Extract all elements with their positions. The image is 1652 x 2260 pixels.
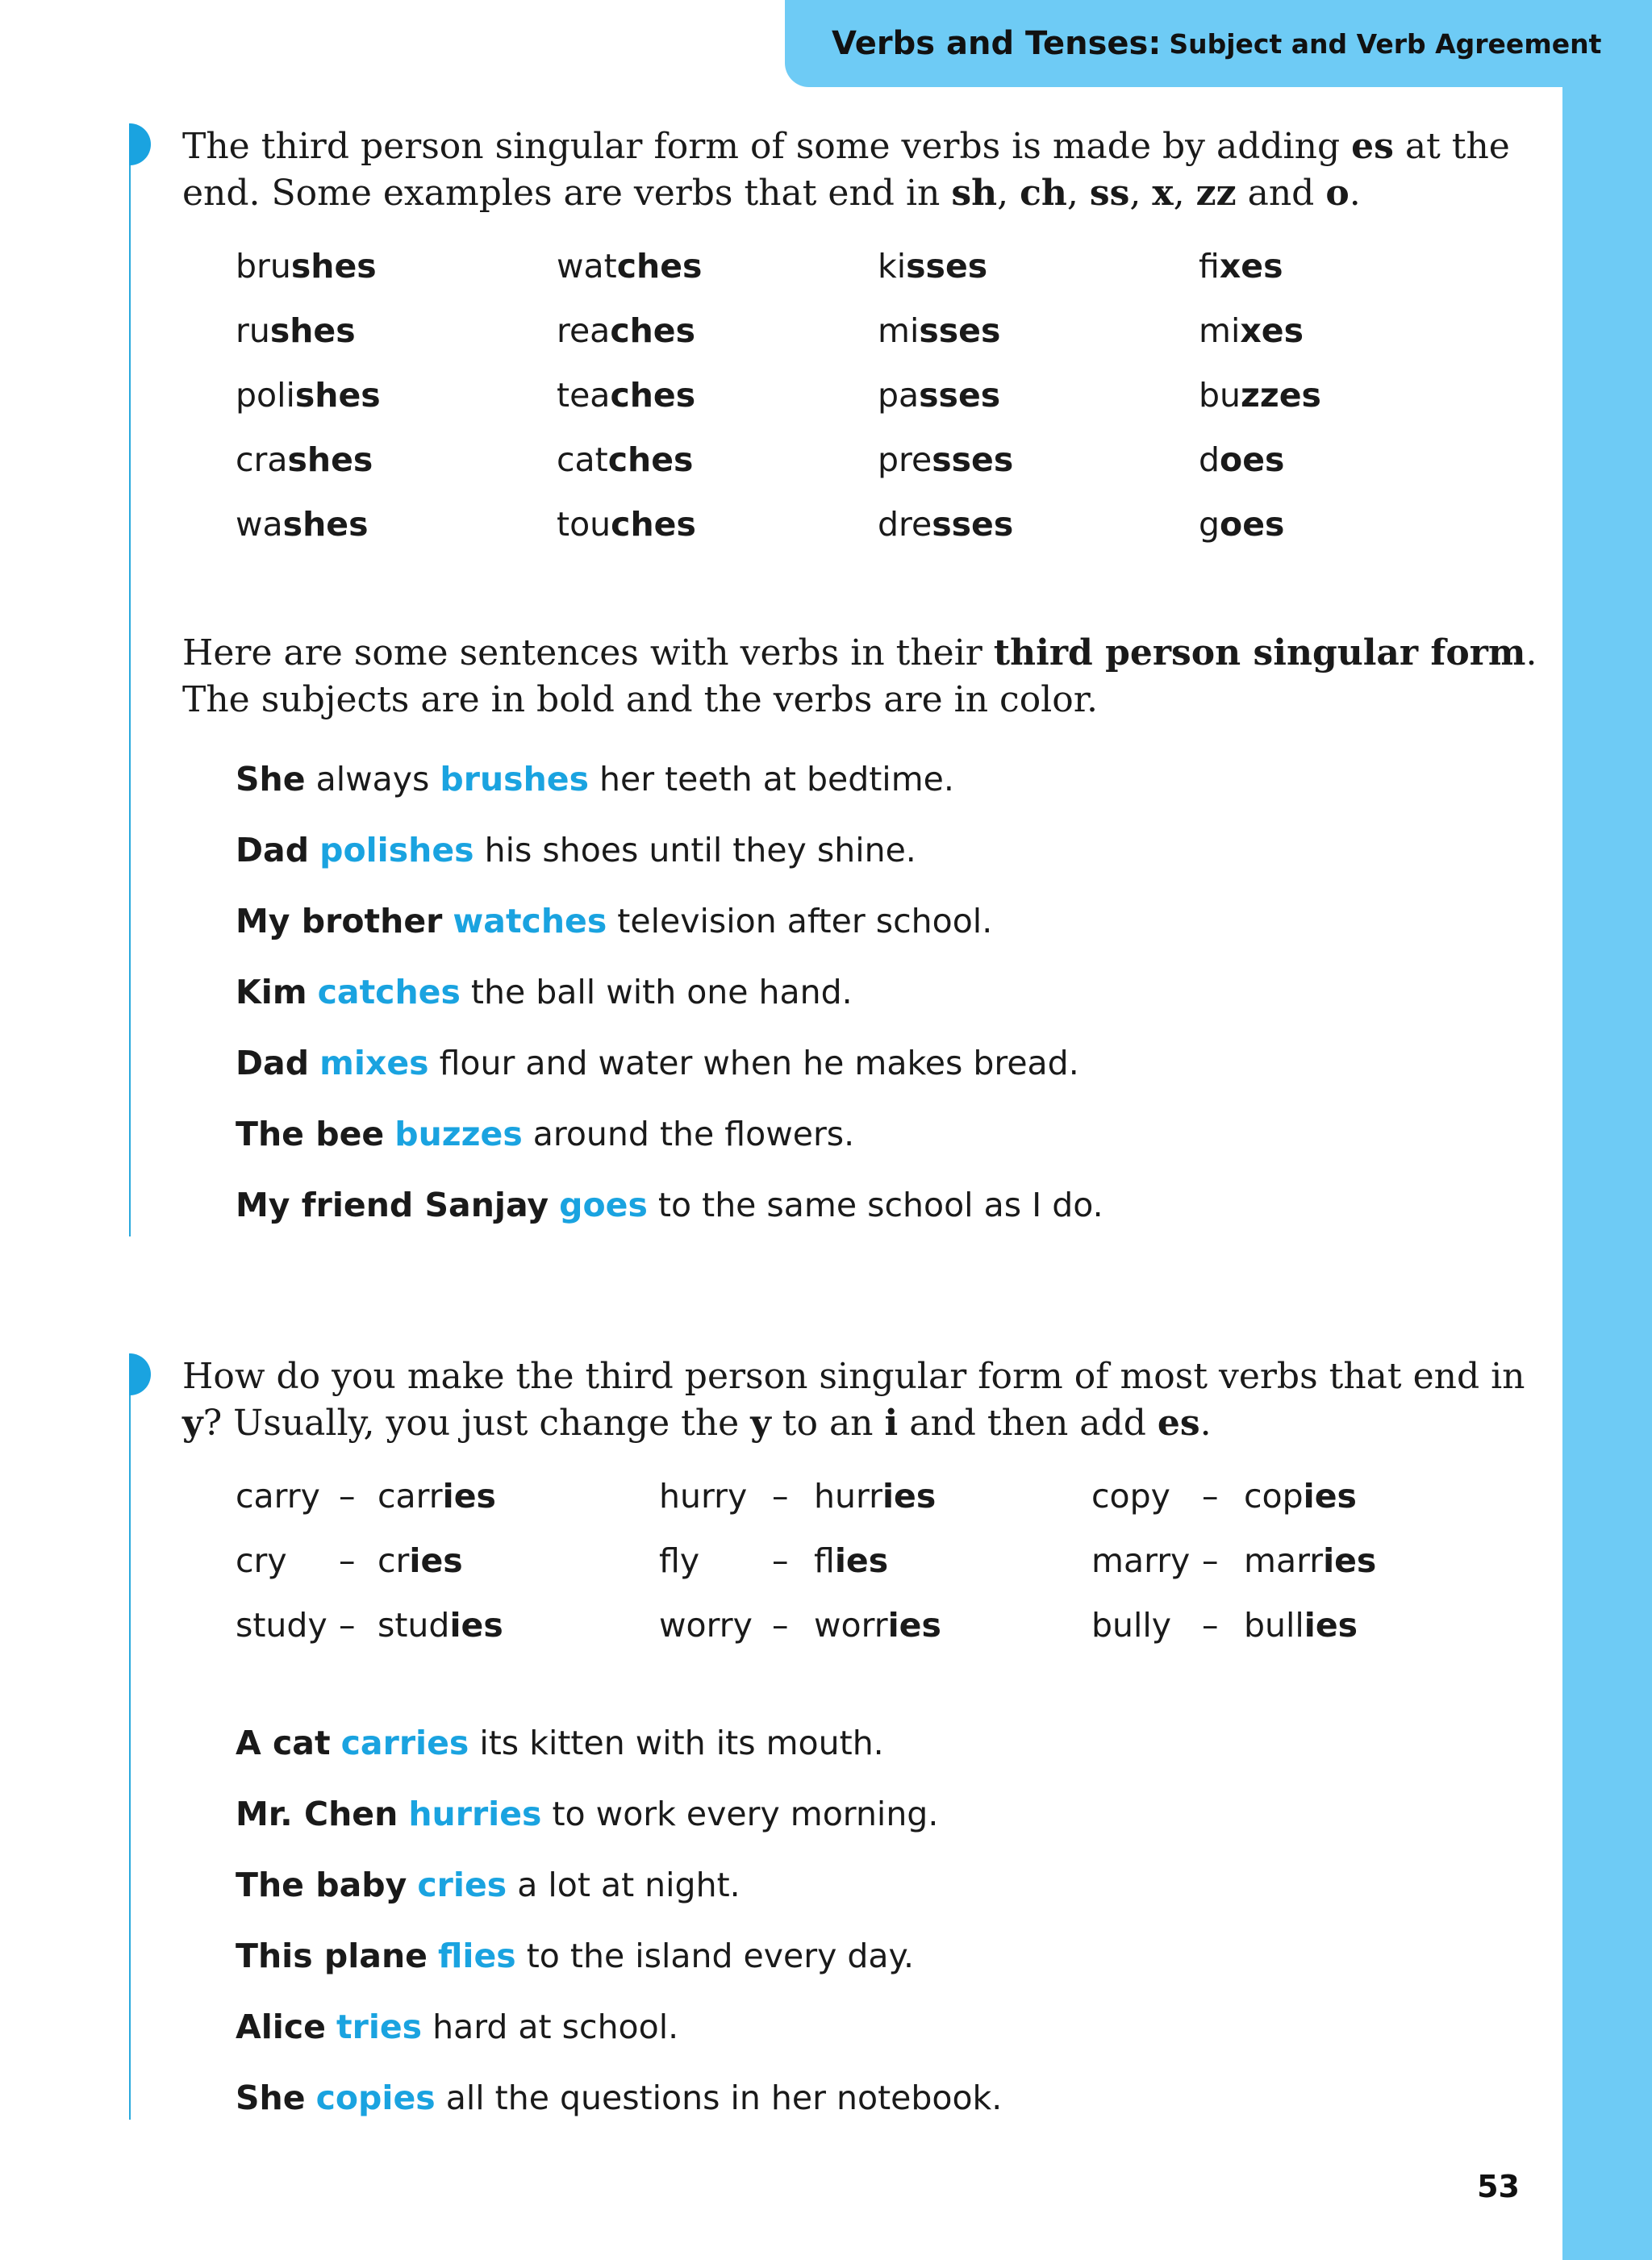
grid-word: passes: [878, 376, 1001, 415]
grid-word: polishes: [236, 376, 381, 415]
grid-word: mixes: [1199, 311, 1304, 350]
grid-word: rushes: [236, 311, 356, 350]
sentence: Mr. Chen hurries to work every morning.: [236, 1795, 939, 1833]
sentence: My brother watches television after school.: [236, 902, 993, 940]
sentence: She copies all the questions in her notebook.: [236, 2079, 1003, 2117]
grid-word: watches: [557, 247, 703, 286]
header-title: Verbs and Tenses:: [832, 25, 1162, 62]
grid-word: goes: [1199, 505, 1285, 544]
sentence: This plane flies to the island every day.: [236, 1937, 914, 1975]
sentence: Alice tries hard at school.: [236, 2008, 679, 2046]
section2-sentences: [236, 1719, 1002, 2145]
sentence: Kim catches the ball with one hand.: [236, 973, 853, 1011]
page-number: 53: [1477, 2169, 1520, 2204]
sentence: Dad polishes his shoes until they shine.: [236, 831, 916, 869]
grid-word: misses: [878, 311, 1001, 350]
section1-sentences: [236, 755, 1103, 1252]
section2-intro: How do you make the third person singular form of most verbs that end in y? Usually, you just change the y to an i and then add es.: [182, 1356, 1525, 1444]
grid-word: buzzes: [1199, 376, 1321, 415]
section-es-verbs: [129, 123, 1557, 1236]
section1-intro: The third person singular form of some verbs is made by adding es at the end. Some examples are verbs that end in sh, ch, ss, x, zz and o.: [182, 126, 1510, 214]
es-word-grid: [236, 234, 1520, 557]
grid-word: touches: [557, 505, 696, 544]
sentence: A cat carries its kitten with its mouth.: [236, 1724, 884, 1762]
grid-word: catches: [557, 440, 694, 479]
side-color-band: [1562, 0, 1652, 2260]
section-marker: [129, 123, 151, 165]
sentence: The bee buzzes around the flowers.: [236, 1115, 855, 1153]
grid-word: does: [1199, 440, 1285, 479]
section-bar: [129, 1353, 131, 2120]
sentence: She always brushes her teeth at bedtime.: [236, 760, 954, 799]
grid-word: washes: [236, 505, 369, 544]
sentence: My friend Sanjay goes to the same school as I do.: [236, 1186, 1103, 1224]
sentence: The baby cries a lot at night.: [236, 1866, 740, 1904]
grid-word: brushes: [236, 247, 377, 286]
section-bar: [129, 123, 131, 1236]
grid-word: fixes: [1199, 247, 1283, 286]
grid-word: reaches: [557, 311, 696, 350]
section1-intro2: Here are some sentences with verbs in their third person singular form. The subjects are in bold and the verbs are in color.: [182, 632, 1537, 720]
grid-word: kisses: [878, 247, 988, 286]
section-marker: [129, 1353, 151, 1395]
grid-word: dresses: [878, 505, 1014, 544]
grid-word: presses: [878, 440, 1014, 479]
page-header: [785, 0, 1602, 87]
sentence: Dad mixes flour and water when he makes bread.: [236, 1044, 1079, 1082]
header-subtitle: Subject and Verb Agreement: [1169, 27, 1602, 60]
section-y-verbs: How do you make the third person singular form of most verbs that end in y? Usually, you just change the y to an i and then add es. carry – carries hurry – hurries copy – copies cry – cries fly – flies marry – marries study – studies worry – worries bully – bullies A cat carries its kitten with its mouth. Mr. Chen hurries to work every morning. The baby cries a lot at night. This plane flies to the island every day. Alice tries hard at school. She copies all the questions in her notebook.: [129, 1353, 1557, 2120]
grid-word: teaches: [557, 376, 696, 415]
grid-word: crashes: [236, 440, 373, 479]
